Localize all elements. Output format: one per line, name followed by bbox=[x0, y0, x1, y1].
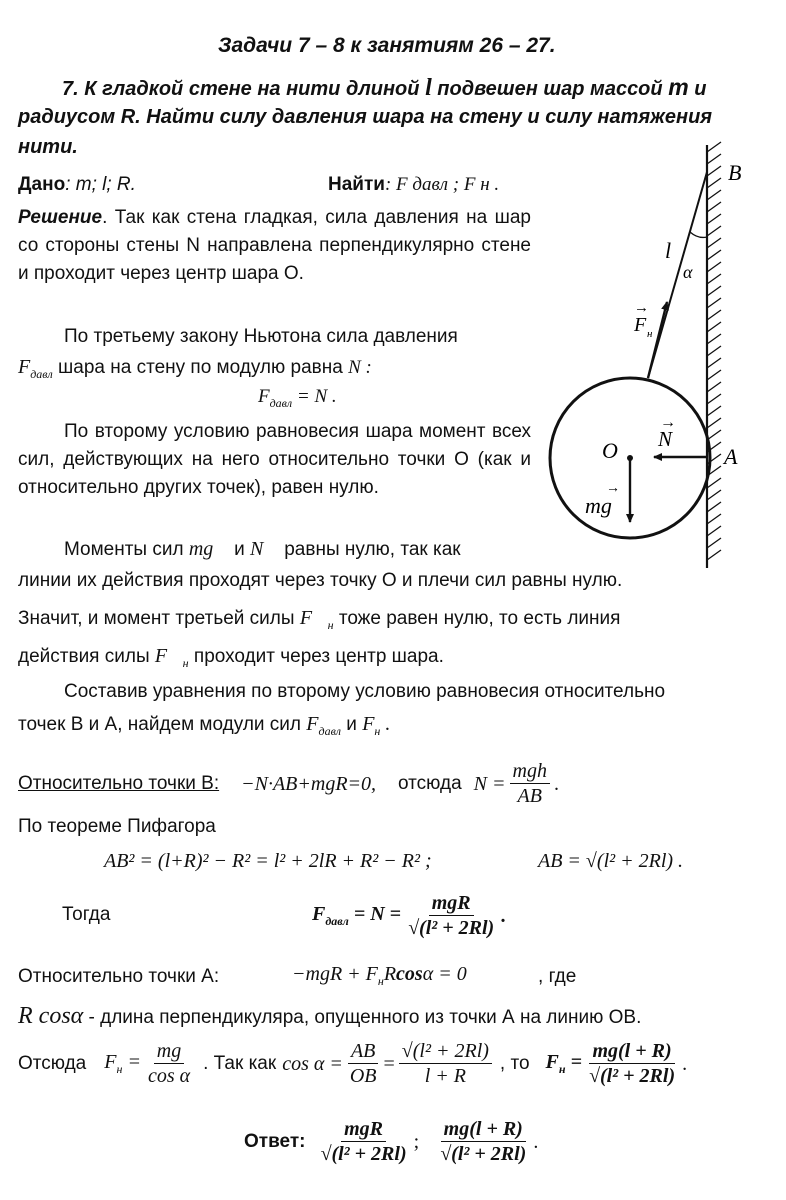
newton-third-law-text: По третьему закону Ньютона сила давления bbox=[64, 326, 458, 347]
moments-line-2: линии их действия проходят через точку О и плечи сил равны нулю. bbox=[18, 570, 623, 591]
pressure-force-text: $F_{давл}$ шара на стену по модулю равна N : bbox=[18, 356, 372, 381]
problem-line-3: нити. bbox=[18, 136, 78, 158]
answer: Ответ: $\frac{\text{mgR}}{\text{√(l² + 2Rl)}}$ ; $\frac{mg(l + R)}{\text{√(l² + 2Rl)}}$ . bbox=[244, 1118, 539, 1165]
pythagoras-equation: AB² = (l+R)² − R² = l² + 2lR + R² − R² ; bbox=[104, 850, 432, 872]
wall-hatching bbox=[707, 142, 721, 560]
problem-line-1: 7. К гладкой стене на нити длиной l подвешен шар массой m и bbox=[62, 74, 707, 101]
moments-line-3: Значит, и момент третьей силы $F⃗_н$ тоже равен нулю, то есть линия bbox=[18, 607, 621, 632]
equation-about-point-A: $-mgR + F_нRcos\alpha = 0$ bbox=[292, 963, 467, 988]
label-l: l bbox=[665, 238, 672, 263]
fraction-cos-value: $\frac{\text{√(l² + 2Rl)}}{l + R}$ bbox=[399, 1040, 492, 1088]
fraction-mg-over-cos: $\frac{mg}{\text{cos α}}$ bbox=[147, 1040, 191, 1087]
fraction-pressure: $\frac{\text{mgR}}{\text{√(l² + 2Rl)}}$ bbox=[408, 892, 495, 939]
solution-paragraph-3: По второму условию равновесия шара момент всех сил, действующих на него относительно точки О (как и относительно других точек), равен нулю. bbox=[18, 421, 531, 498]
tension-arrow bbox=[648, 302, 667, 378]
fraction-N: $\frac{\text{mgh}}{AB}$ bbox=[510, 760, 550, 808]
equation-pressure-equals-N: $F_{давл} = N$ . bbox=[258, 386, 337, 410]
moments-line-4: действия силы $F⃗_н$ проходит через центр шара. bbox=[18, 645, 444, 670]
problem-line-2: радиусом R. Найти силу давления шара на стену и силу натяжения bbox=[18, 106, 713, 128]
label-Fn: F bbox=[634, 314, 647, 336]
then-label: Тогда bbox=[62, 904, 111, 925]
answer-pressure: $\frac{\text{mgR}}{\text{√(l² + 2Rl)}}$ bbox=[320, 1118, 407, 1165]
equation-about-point-B: Относительно точки В: −N·AB+mgR=0, отсюда N = $\frac{\text{mgh}}{AB}$ . bbox=[18, 760, 559, 807]
pressure-result: $F_{давл} = N$ = $\frac{\text{mgR}}{\text{√(l² + 2Rl)}}$ . bbox=[312, 892, 507, 939]
answer-tension: $\frac{mg(l + R)}{\text{√(l² + 2Rl)}}$ bbox=[440, 1118, 527, 1165]
point-A-label: Относительно точки А: bbox=[18, 966, 220, 987]
ab-equation: AB = √(l² + 2Rl) . bbox=[538, 850, 684, 872]
where-text: , где bbox=[538, 966, 577, 987]
label-B: B bbox=[728, 160, 742, 185]
find: Найти: F давл ; F н . bbox=[328, 174, 500, 195]
pythagoras-label: По теореме Пифагора bbox=[18, 816, 216, 837]
tension-derivation: Отсюда $F_н$ = $\frac{mg}{\text{cos α}}$ . Так как cos α = $\frac{AB}{OB}$ = $\frac{\text{√(l² + 2Rl)}}{l + R}$ , то $F_н$ = $\frac{mg(l + R)}{\text{√(l² + 2Rl)}}$ . bbox=[18, 1040, 688, 1087]
label-Fn-vector-mark: → bbox=[634, 300, 649, 316]
force-diagram bbox=[530, 140, 786, 580]
page-title: Задачи 7 – 8 к занятиям 26 – 27. bbox=[218, 34, 556, 57]
given: Дано: m; l; R. bbox=[18, 174, 136, 195]
solution-paragraph-1: Решение. Так как стена гладкая, сила давления на шар со стороны стены N направлена перпендикулярно стене и проходит через центр шара О. bbox=[18, 207, 531, 284]
rcos-description: R cosα - длина перпендикуляра, опущенного из точки А на линию ОВ. bbox=[18, 1003, 642, 1029]
label-Fn-sub: н bbox=[647, 328, 653, 340]
moments-line-1: Моменты сил mg⃗ и N⃗ равны нулю, так как bbox=[64, 538, 461, 560]
fraction-ab-ob: $\frac{AB}{OB}$ bbox=[349, 1040, 377, 1087]
equations-intro-line-2: точек В и А, найдем модули сил $F_{давл}$ и $F_н$ . bbox=[18, 713, 391, 738]
label-alpha: α bbox=[683, 262, 693, 282]
equations-intro-line-1: Составив уравнения по второму условию равновесия относительно bbox=[64, 681, 666, 702]
angle-arc bbox=[690, 232, 707, 237]
label-mg: mg bbox=[585, 493, 612, 518]
label-N: N bbox=[658, 427, 673, 451]
label-N-vector-mark: → bbox=[660, 414, 676, 431]
fraction-tension: $\frac{mg(l + R)}{\text{√(l² + 2Rl)}}$ bbox=[588, 1040, 676, 1087]
label-A: A bbox=[724, 444, 738, 469]
label-mg-vector-mark: → bbox=[606, 481, 620, 496]
label-O: O bbox=[602, 438, 618, 463]
